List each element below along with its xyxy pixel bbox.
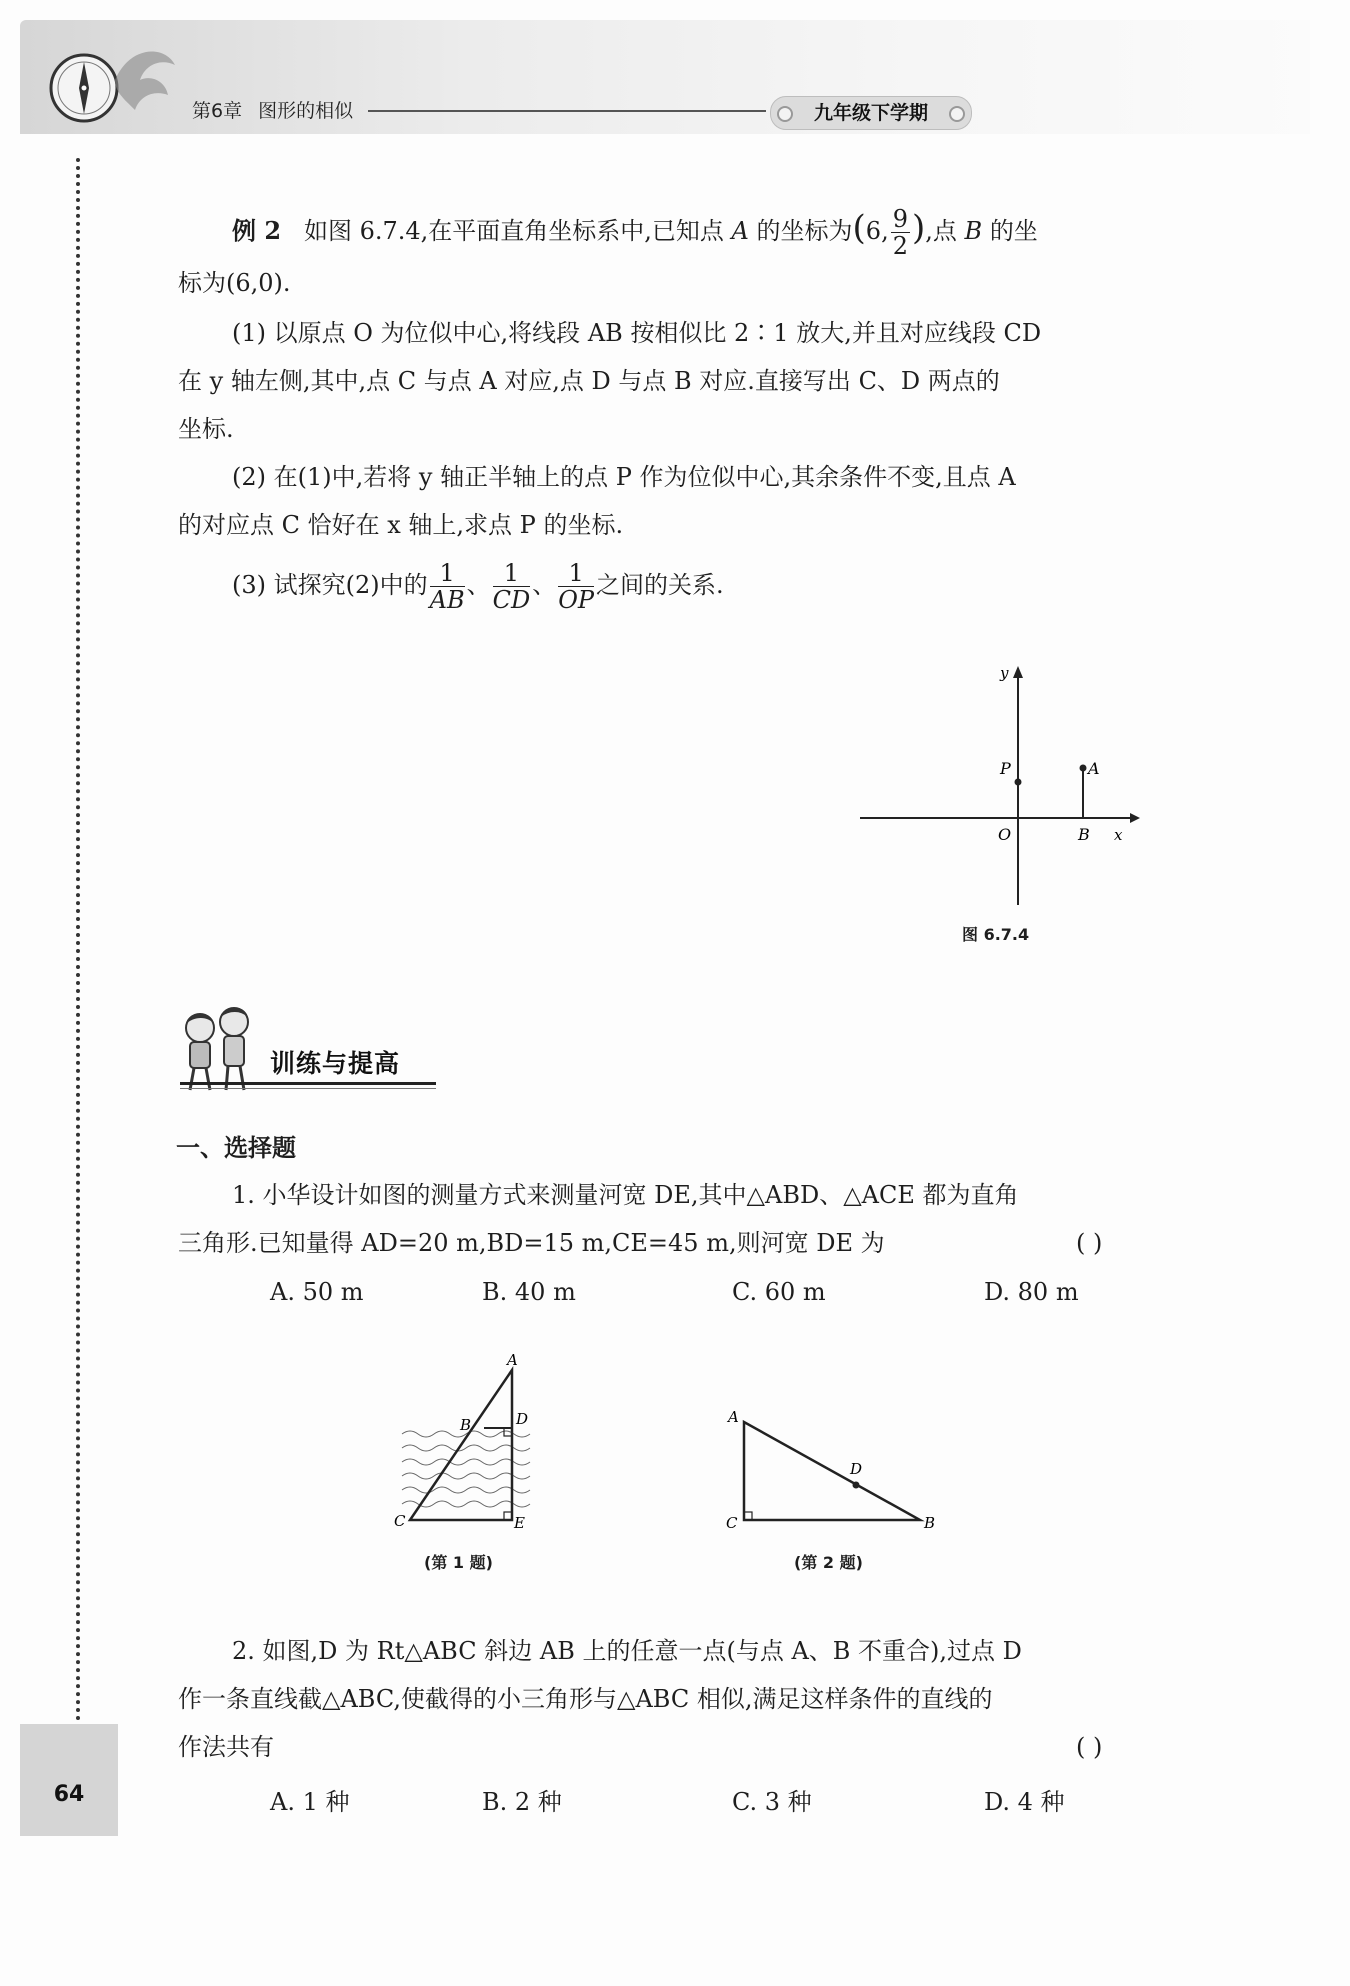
fig2-label-a: A	[728, 1408, 739, 1426]
kids-icon	[172, 1002, 264, 1094]
fraction-denominator: 2	[892, 232, 908, 260]
example-text: 的坐	[989, 217, 1038, 245]
section-title: 一、选择题	[176, 1134, 296, 1162]
question-1-figure	[390, 1348, 550, 1538]
example-label: 例 2	[232, 216, 282, 245]
fraction-1-ab	[430, 560, 465, 613]
grade-badge: 九年级下学期	[770, 96, 972, 130]
q2-line-2: 的对应点 C 恰好在 x 轴上,求点 P 的坐标.	[178, 511, 624, 539]
page-number-tab	[20, 1724, 118, 1836]
label-b: B	[1078, 825, 1090, 844]
q1-line-3: 坐标.	[178, 415, 234, 443]
fraction-numerator: 9	[892, 205, 908, 233]
question-2-figure-caption: (第 2 题)	[794, 1553, 863, 1572]
fig1-label-b: B	[460, 1416, 472, 1434]
x-axis-arrow	[1130, 813, 1140, 823]
margin-dotted-line	[76, 158, 80, 1738]
page-number: 64	[53, 1782, 85, 1807]
question-1-option-b: B. 40 m	[482, 1278, 576, 1306]
coord-a-fraction	[891, 206, 910, 259]
fig2-label-b: B	[924, 1514, 936, 1532]
question-2-option-a: A. 1 种	[270, 1788, 350, 1816]
example-text: ,点	[925, 217, 957, 245]
question-2-option-d: D. 4 种	[984, 1788, 1065, 1816]
q3-suffix: 之间的关系.	[596, 571, 724, 599]
fig1-label-c: C	[394, 1512, 406, 1530]
question-1-line-1: 1. 小华设计如图的测量方式来测量河宽 DE,其中△ABD、△ACE 都为直角	[232, 1181, 1019, 1209]
label-o: O	[998, 825, 1012, 844]
question-1-answer-bracket: ( )	[1076, 1229, 1103, 1257]
header-swirl-icon	[110, 40, 180, 120]
question-2-option-b: B. 2 种	[482, 1788, 562, 1816]
fig2-label-d: D	[850, 1460, 863, 1478]
question-2-answer-bracket: ( )	[1076, 1733, 1103, 1761]
separator: 、	[466, 571, 491, 599]
fraction-1-op	[558, 560, 594, 613]
question-1-option-a: A. 50 m	[270, 1278, 364, 1306]
chapter-heading	[192, 96, 369, 123]
fraction-denominator: AB	[429, 586, 465, 614]
example-text: 如图 6.7.4,在平面直角坐标系中,已知点	[303, 217, 724, 245]
chapter-number: 第6章	[192, 100, 243, 122]
label-x: x	[1114, 826, 1123, 844]
question-2-line-2: 作一条直线截△ABC,使截得的小三角形与△ABC 相似,满足这样条件的直线的	[178, 1685, 993, 1713]
q3-prefix: (3) 试探究(2)中的	[232, 571, 428, 599]
q3-line	[232, 560, 724, 613]
y-axis-arrow	[1013, 666, 1023, 678]
q1-line-2: 在 y 轴左侧,其中,点 C 与点 A 对应,点 D 与点 B 对应.直接写出 C、D 两点的	[178, 367, 1000, 395]
point-a-label: A	[731, 217, 749, 245]
point-p	[1015, 779, 1022, 786]
fraction-1-cd	[493, 560, 531, 613]
header-rule	[368, 110, 766, 112]
question-2-option-c: C. 3 种	[732, 1788, 812, 1816]
q1-line-1: (1) 以原点 O 为位似中心,将线段 AB 按相似比 2∶1 放大,并且对应线段 CD	[232, 319, 1042, 347]
question-1-option-c: C. 60 m	[732, 1278, 826, 1306]
coord-a-x: 6,	[865, 217, 889, 245]
example-line-2: 标为(6,0).	[178, 269, 291, 297]
fig1-label-e: E	[514, 1514, 525, 1532]
fraction-numerator: 1	[558, 560, 594, 587]
fig2-label-c: C	[726, 1514, 738, 1532]
figure-6-7-4	[850, 660, 1140, 920]
label-a: A	[1088, 759, 1100, 778]
question-1-figure-caption: (第 1 题)	[424, 1553, 493, 1572]
question-1-option-d: D. 80 m	[984, 1278, 1079, 1306]
fraction-numerator: 1	[430, 560, 465, 587]
figure-caption: 图 6.7.4	[962, 925, 1030, 944]
fraction-denominator: OP	[558, 586, 595, 614]
training-underline	[180, 1082, 436, 1085]
training-title: 训练与提高	[270, 1049, 401, 1078]
example-line-1: 例 2 如图 6.7.4,在平面直角坐标系中,已知点 A 的坐标为(6, $\frac{9}{2}$ ),点 B 的坐	[232, 205, 1038, 260]
point-a	[1080, 765, 1087, 772]
point-b-label: B	[964, 217, 983, 245]
triangle-abc	[744, 1422, 920, 1520]
fig1-label-d: D	[516, 1410, 529, 1428]
fraction-denominator: CD	[492, 586, 531, 614]
question-2-line-1: 2. 如图,D 为 Rt△ABC 斜边 AB 上的任意一点(与点 A、B 不重合),过点 D	[232, 1637, 1022, 1665]
question-1-line-2: 三角形.已知量得 AD=20 m,BD=15 m,CE=45 m,则河宽 DE 为	[178, 1229, 885, 1257]
question-2-figure	[720, 1400, 940, 1540]
fig1-label-a: A	[507, 1351, 518, 1369]
chapter-title: 图形的相似	[258, 100, 354, 122]
example-text: 的坐标为	[756, 217, 853, 245]
label-y: y	[1000, 664, 1009, 682]
fraction-numerator: 1	[493, 560, 531, 587]
q2-line-1: (2) 在(1)中,若将 y 轴正半轴上的点 P 作为位似中心,其余条件不变,且点 A	[232, 463, 1016, 491]
label-p: P	[1000, 759, 1011, 778]
training-underline-thin	[180, 1088, 436, 1089]
separator: 、	[532, 571, 557, 599]
triangle-ace	[410, 1370, 512, 1520]
point-d	[853, 1482, 860, 1489]
question-2-line-3: 作法共有	[178, 1733, 274, 1761]
